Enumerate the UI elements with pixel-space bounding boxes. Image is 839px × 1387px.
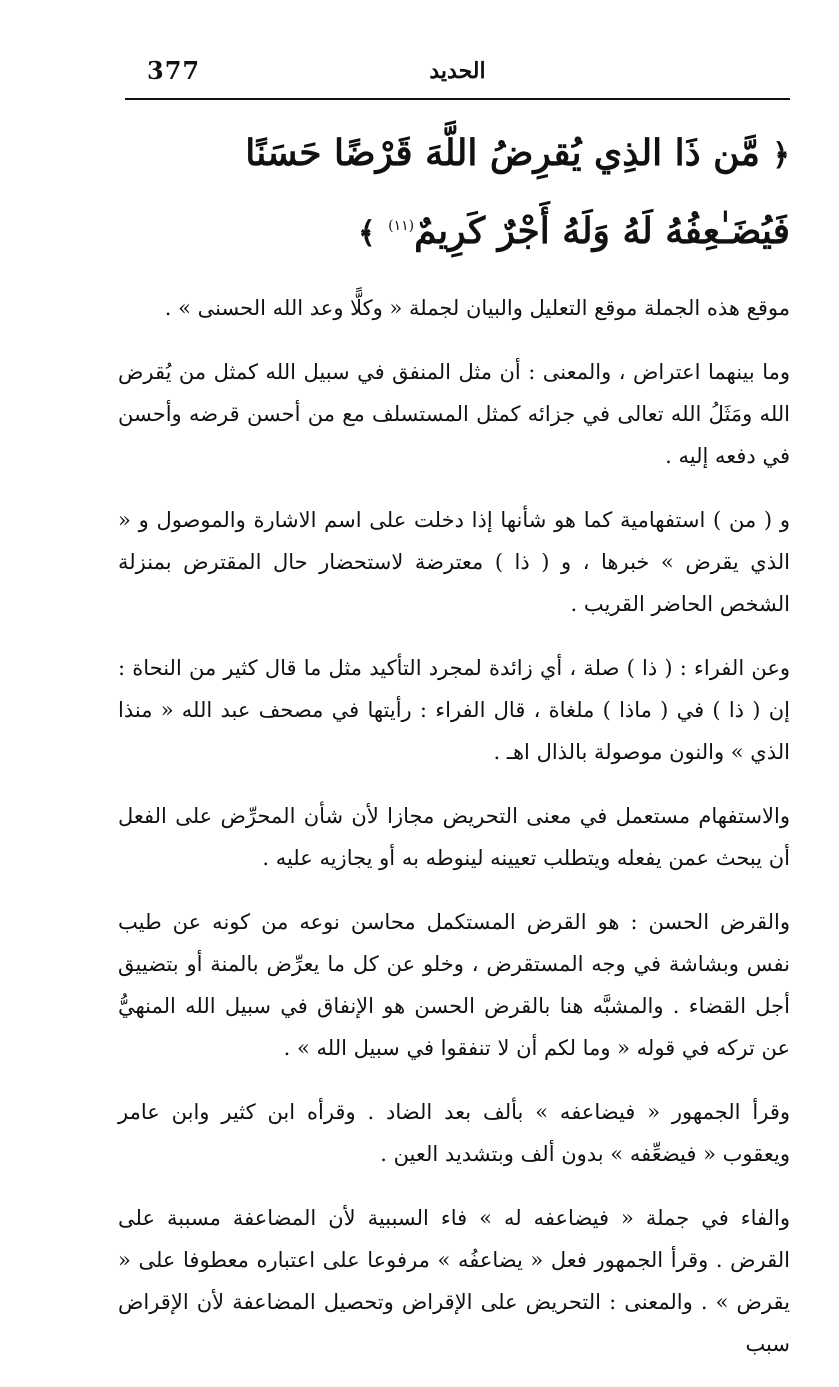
verse-text: مَّن ذَا الذِي يُقرِضُ اللَّهَ قَرْضًا حَسَنًا فَيُضَـٰعِفُهُ لَهُ وَلَهُ أَجْرٌ كَرِيمٌ [245, 132, 790, 252]
paragraph-8: والفاء في جملة « فيضاعفه له » فاء السببية لأن المضاعفة مسببة على القرض . وقرأ الجمهور فعل « يضاعفُه » مرفوعا على اعتباره معطوفا على « يقرض » . والمعنى : التحريض على الإقراض وتحصيل المضاعفة لأن الإقراض سبب [118, 1206, 790, 1356]
page-body [118, 118, 790, 1387]
paragraph-4: وعن الفراء : ( ذا ) صلة ، أي زائدة لمجرد التأكيد مثل ما قال كثير من النحاة : إن ( ذا ) في ( ماذا ) ملغاة ، قال الفراء : رأيتها في مصحف عبد الله « منذا الذي » والنون موصولة بالذال اهـ . [118, 656, 790, 764]
verse-close-bracket: ﴾ [358, 216, 376, 251]
running-title: الحديد [429, 58, 486, 84]
paragraph-5: والاستفهام مستعمل في معنى التحريض مجازا لأن شأن المحرِّض على الفعل أن يبحث عمن يفعله ويتطلب تعيينه لينوطه به أو يجازيه عليه . [118, 804, 790, 870]
verse-open-bracket: ﴿ [772, 138, 790, 173]
paragraph-2: وما بينهما اعتراض ، والمعنى : أن مثل المنفق في سبيل الله كمثل من يُقرض الله ومَثَلُ الله تعالى في جزائه كمثل المستسلف مع من أحسن قرضه وأحسن في دفعه إليه . [118, 360, 790, 468]
paragraph-7: وقرأ الجمهور « فيضاعفه » بألف بعد الضاد . وقرأه ابن كثير وابن عامر ويعقوب « فيضعِّفه » بدون ألف وبتشديد العين . [118, 1100, 790, 1166]
paragraph-6: والقرض الحسن : هو القرض المستكمل محاسن نوعه من كونه عن طيب نفس وبشاشة في وجه المستقرض ، وخلو عن كل ما يعرِّض بالمنة أو بتضييق أجل القضاء . والمشبَّه هنا بالقرض الحسن هو الإنفاق في سبيل الله المنهيُّ عن تركه في قوله « وما لكم أن لا تنفقوا في سبيل الله » . [118, 910, 790, 1060]
page-header [125, 52, 790, 100]
paragraph-3: و ( من ) استفهامية كما هو شأنها إذا دخلت على اسم الاشارة والموصول و « الذي يقرض » خبرها ، و ( ذا ) معترضة لاستحضار حال المقترض بمنزلة الشخص الحاضر القريب . [118, 508, 790, 616]
page-number: 377 [147, 56, 201, 85]
quran-verse [118, 118, 790, 269]
paragraph-1: موقع هذه الجملة موقع التعليل والبيان لجملة « وكلًّا وعد الله الحسنى » . [164, 296, 790, 320]
verse-number: (١١) [388, 218, 415, 234]
